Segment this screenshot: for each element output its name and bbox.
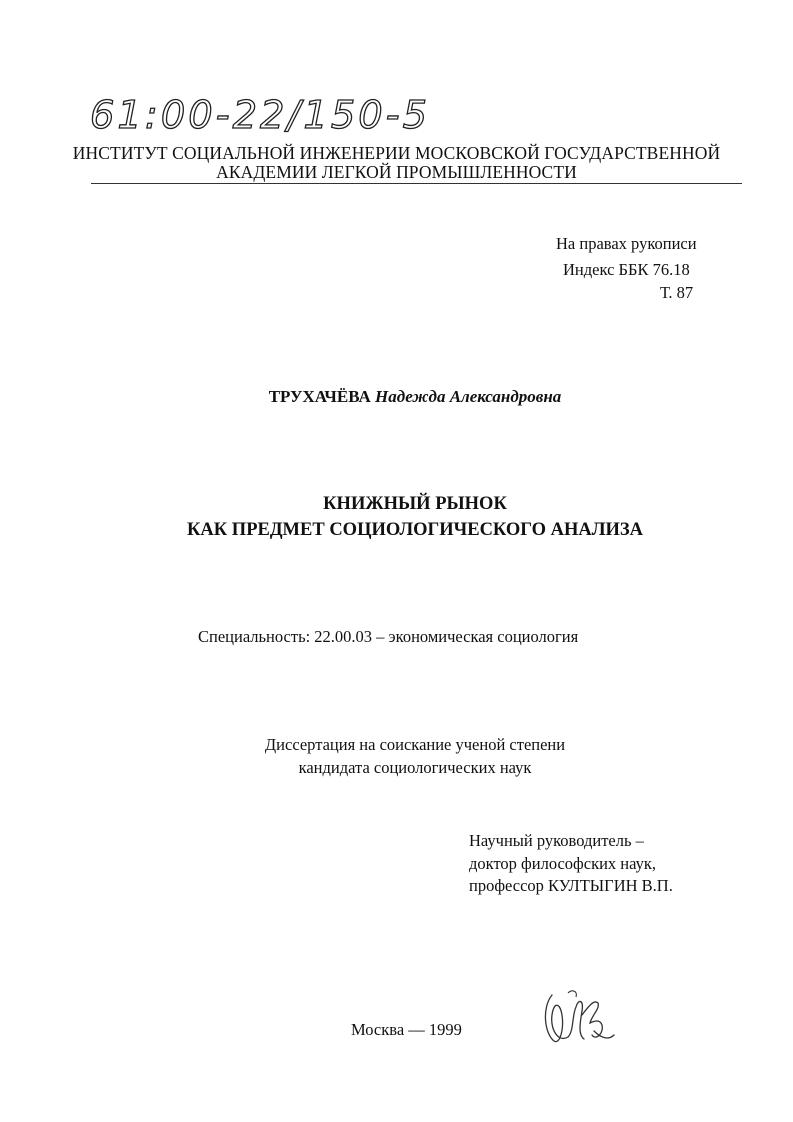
degree-line-2: кандидата социологических наук [298,758,532,777]
signature [538,985,618,1055]
author-code: Т. 87 [660,283,694,302]
handwritten-archive-mark [88,88,438,140]
specialty: Специальность: 22.00.03 – экономическая социология [198,627,579,646]
author-name [0,387,793,407]
bbk-index: Индекс ББК 76.18 [563,260,690,279]
place-year: Москва — 1999 [351,1020,462,1039]
dissertation-title-line-1: КНИЖНЫЙ РЫНОК [323,494,507,514]
supervisor-role: Научный руководитель – [469,831,644,850]
degree-line-1: Диссертация на соискание ученой степени [264,735,566,754]
manuscript-rights: На правах рукописи [556,234,697,253]
header-divider [91,183,742,184]
supervisor-name: профессор КУЛТЫГИН В.П. [469,876,673,895]
author-surname: ТРУХАЧЁВА [268,387,371,406]
institute-line-2: АКАДЕМИИ ЛЕГКОЙ ПРОМЫШЛЕННОСТИ [216,162,577,182]
author-given-names: Надежда Александровна [375,387,562,406]
institute-line-1: ИНСТИТУТ СОЦИАЛЬНОЙ ИНЖЕНЕРИИ МОСКОВСКОЙ ГОСУДАРСТВЕННОЙ [72,143,721,163]
supervisor-degree: доктор философских наук, [469,854,656,873]
dissertation-title-line-2: КАК ПРЕДМЕТ СОЦИОЛОГИЧЕСКОГО АНАЛИЗА [186,520,644,540]
svg-text:61:00-22/150-5: 61:00-22/150-5 [90,93,430,137]
